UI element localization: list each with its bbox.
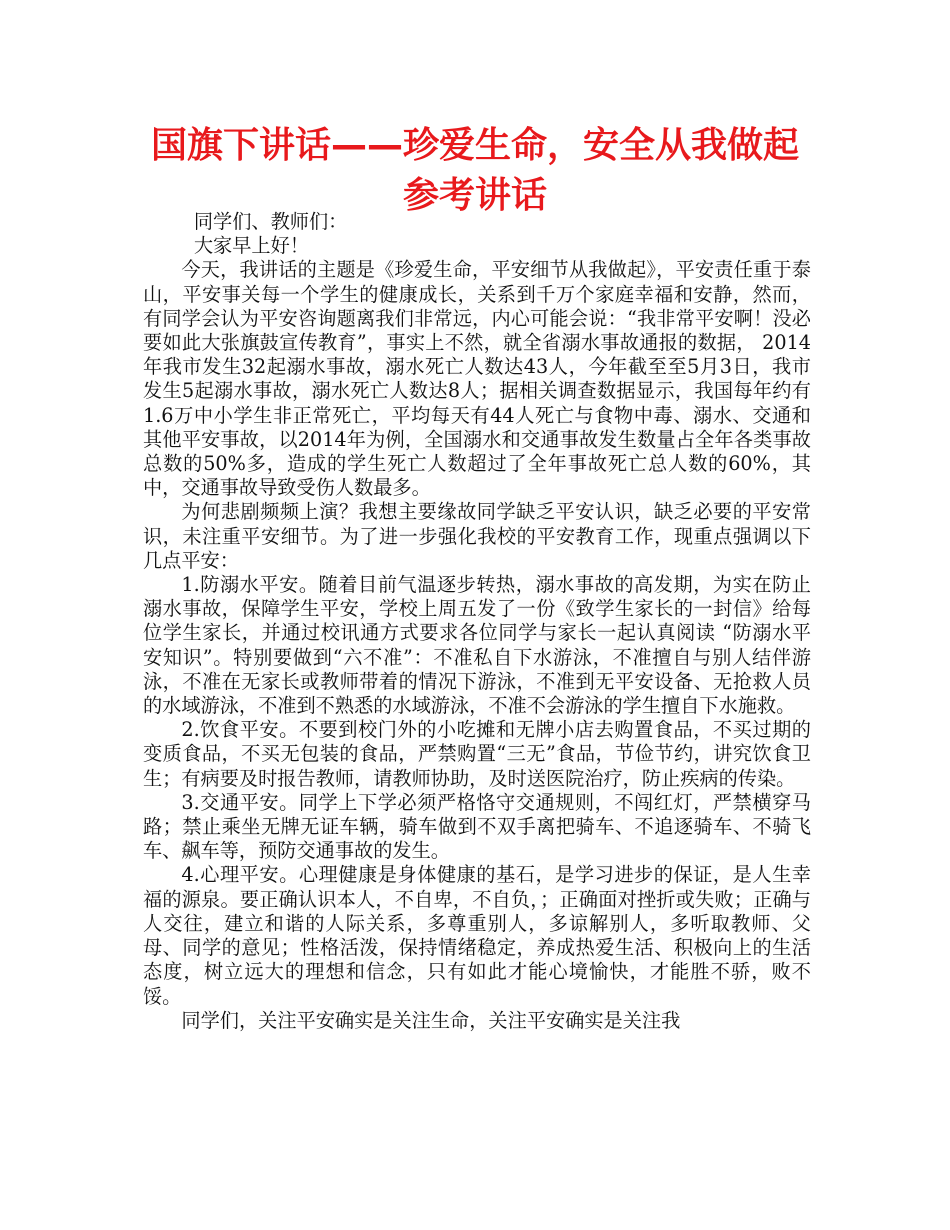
document-title-line-1: 国旗下讲话——珍爱生命，安全从我做起 (150, 125, 799, 166)
salutation: 同学们、教师们： (193, 210, 348, 233)
document-body (143, 210, 811, 1033)
document-title-line-2: 参考讲话 (402, 175, 547, 216)
paragraph-closing: 同学们，关注平安确实是关注生命，关注平安确实是关注我 (181, 1008, 681, 1032)
paragraph-food-safety: 2.饮食平安。不要到校门外的小吃摊和无牌小店去购置食品，不买过期的变质食品，不买无包装的食品，严禁购置“三无”食品，节俭节约，讲究饮食卫生；有病要及时报告教师，请教师协助，及时送医院治疗，防止疾病的传染。 (143, 718, 811, 790)
paragraph-traffic-safety: 3.交通平安。同学上下学必须严格恪守交通规则，不闯红灯，严禁横穿马路；禁止乘坐无牌无证车辆，骑车做到不双手离把骑车、不追逐骑车、不骑飞车、飙车等，预防交通事故的发生。 (143, 790, 811, 863)
paragraph-mental-safety: 4.心理平安。心理健康是身体健康的基石，是学习进步的保证，是人生幸福的源泉。要正确认识本人，不自卑，不自负，；正确面对挫折或失败；正确与人交往，建立和谐的人际关系，多尊重别人，多谅解别人，多听取教师、父母、同学的意见；性格活泼，保持情绪稳定，养成热爱生活、积极向上的生活态度，树立远大的理想和信念，只有如此才能心境愉快，才能胜不骄，败不馁。 (143, 863, 811, 1008)
paragraph-intro: 今天，我讲话的主题是《珍爱生命，平安细节从我做起》，平安责任重于泰山，平安事关每一个学生的健康成长，关系到千万个家庭幸福和安静，然而，有同学会认为平安咨询题离我们非常远，内心可能会说：“我非常平安啊！没必要如此大张旗鼓宣传教育”，事实上不然，就全省溺水事故通报的数据， 2014年我市发生32起溺水事故，溺水死亡人数达43人，今年截至至5月3日，我市发生5起溺水事故，溺水死亡人数达8人；据相关调查数据显示，我国每年约有1.6万中小学生非正常死亡，平均每天有44人死亡与食物中毒、溺水、交通和其他平安事故，以2014年为例，全国溺水和交通事故发生数量占全年各类事故总数的50%多，造成的学生死亡人数超过了全年事故死亡总人数的60%，其中，交通事故导致受伤人数最多。 (143, 258, 811, 500)
paragraph-drowning-safety: 1.防溺水平安。随着目前气温逐步转热，溺水事故的高发期，为实在防止溺水事故，保障学生平安，学校上周五发了一份《致学生家长的一封信》给每位学生家长，并通过校讯通方式要求各位同学与家长一起认真阅读 “防溺水平安知识”。特别要做到“六不准”：不准私自下水游泳，不准擅自与别人结伴游泳，不准在无家长或教师带着的情况下游泳，不准到无平安设备、无抢救人员的水域游泳，不准到不熟悉的水域游泳，不准不会游泳的学生擅自下水施救。 (143, 573, 811, 718)
paragraph-reason: 为何悲剧频频上演？我想主要缘故同学缺乏平安认识，缺乏必要的平安常识，未注重平安细节。为了进一步强化我校的平安教育工作，现重点强调以下几点平安： (143, 500, 811, 572)
greeting: 大家早上好！ (193, 234, 309, 258)
